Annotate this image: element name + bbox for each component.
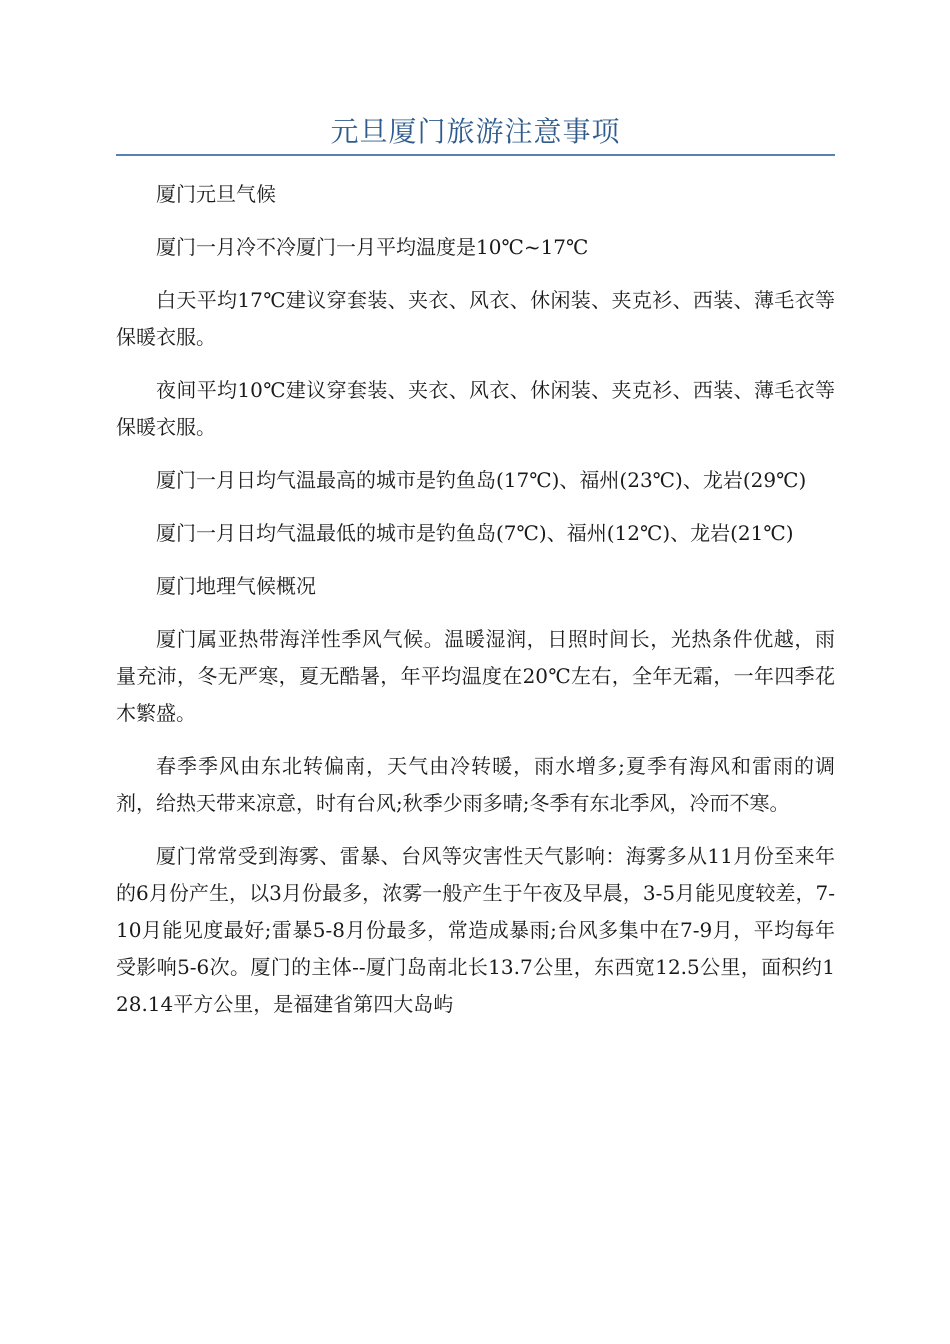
paragraph-seasons: 春季季风由东北转偏南，天气由冷转暖，雨水增多;夏季有海风和雷雨的调剂，给热天带来凉意，时有台风;秋季少雨多晴;冬季有东北季风，冷而不寒。 <box>116 754 835 815</box>
paragraph-highest-temperature: 厦门一月日均气温最高的城市是钓鱼岛(17℃)、福州(23℃)、龙岩(29℃) <box>156 468 807 492</box>
paragraph-january-temperature: 厦门一月冷不冷厦门一月平均温度是10℃~17℃ <box>156 235 589 259</box>
paragraph-nighttime-clothing: 夜间平均10℃建议穿套装、夹衣、风衣、休闲装、夹克衫、西装、薄毛衣等保暖衣服。 <box>116 378 835 439</box>
title-underline <box>116 154 835 156</box>
paragraph-lowest-temperature: 厦门一月日均气温最低的城市是钓鱼岛(7℃)、福州(12℃)、龙岩(21℃) <box>156 521 794 545</box>
paragraph-climate-overview: 厦门属亚热带海洋性季风气候。温暖湿润，日照时间长，光热条件优越，雨量充沛，冬无严寒，夏无酷暑，年平均温度在20℃左右，全年无霜，一年四季花木繁盛。 <box>116 627 835 725</box>
paragraph-weather-hazards: 厦门常常受到海雾、雷暴、台风等灾害性天气影响：海雾多从11月份至来年的6月份产生，以3月份最多，浓雾一般产生于午夜及早晨，3-5月能见度较差，7-10月能见度最好;雷暴5-8月份最多，常造成暴雨;台风多集中在7-9月，平均每年受影响5-6次。厦门的主体--厦门岛南北长13.7公里，东西宽12.5公里，面积约128.14平方公里，是福建省第四大岛屿 <box>116 844 835 1016</box>
document-body <box>116 176 835 1039</box>
paragraph-daytime-clothing: 白天平均17℃建议穿套装、夹衣、风衣、休闲装、夹克衫、西装、薄毛衣等保暖衣服。 <box>116 288 835 349</box>
paragraph-heading-geography: 厦门地理气候概况 <box>156 574 316 598</box>
paragraph-heading-climate: 厦门元旦气候 <box>156 182 276 206</box>
document-title: 元旦厦门旅游注意事项 <box>330 115 621 148</box>
